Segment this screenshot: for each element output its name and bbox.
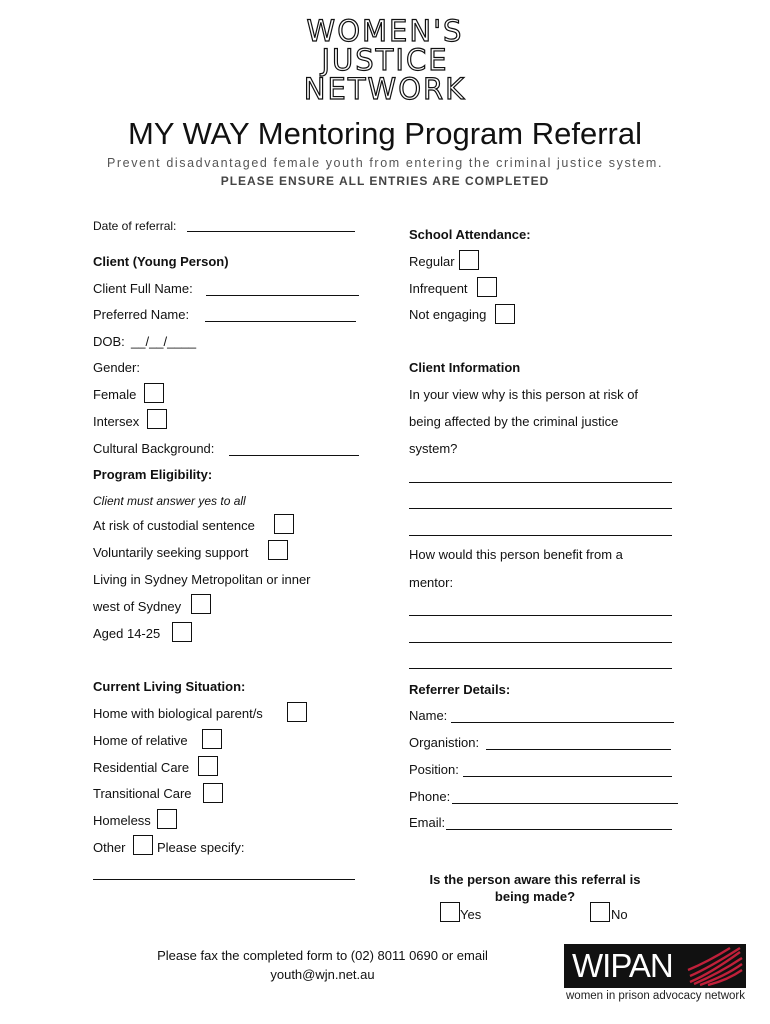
wipan-logo	[564, 944, 746, 988]
eligibility-note: Client must answer yes to all	[93, 494, 246, 508]
living-homeless-checkbox[interactable]	[157, 809, 177, 829]
referrer-name-label: Name:	[409, 708, 448, 723]
school-regular-label: Regular	[409, 254, 455, 269]
please-specify-label: Please specify:	[157, 840, 245, 855]
gender-label: Gender:	[93, 360, 140, 375]
school-not-engaging-label: Not engaging	[409, 307, 487, 322]
benefit-answer-line[interactable]	[409, 668, 672, 669]
referrer-heading: Referrer Details:	[409, 682, 511, 697]
female-label: Female	[93, 387, 137, 402]
aware-yes-checkbox[interactable]	[440, 902, 460, 922]
instructions: PLEASE ENSURE ALL ENTRIES ARE COMPLETED	[220, 174, 550, 188]
risk-answer-line[interactable]	[409, 508, 672, 509]
referrer-position-label: Position:	[409, 762, 459, 777]
school-attendance-heading: School Attendance:	[409, 227, 531, 242]
full-name-label: Client Full Name:	[93, 281, 193, 296]
referrer-position-field[interactable]	[463, 776, 672, 777]
wipan-swirl-icon	[686, 946, 744, 986]
intersex-label: Intersex	[93, 414, 140, 429]
aware-no-label: No	[611, 907, 628, 922]
logo-line-2: JUSTICE	[321, 43, 449, 77]
referrer-org-label: Organistion:	[409, 735, 480, 750]
client-heading: Client (Young Person)	[93, 254, 229, 269]
dob-label: DOB:	[93, 334, 125, 349]
risk-question-line-3: system?	[409, 441, 458, 456]
living-situation-heading: Current Living Situation:	[93, 679, 246, 694]
eligibility-age-label: Aged 14-25	[93, 626, 161, 641]
cultural-background-field[interactable]	[229, 455, 359, 456]
eligibility-custodial-label: At risk of custodial sentence	[93, 518, 255, 533]
living-residential-label: Residential Care	[93, 760, 190, 775]
preferred-name-field[interactable]	[205, 321, 356, 322]
benefit-answer-line[interactable]	[409, 615, 672, 616]
dob-field[interactable]: __/__/____	[131, 334, 197, 349]
subtitle: Prevent disadvantaged female youth from entering the criminal justice system.	[106, 156, 664, 170]
school-not-engaging-checkbox[interactable]	[495, 304, 515, 324]
eligibility-heading: Program Eligibility:	[93, 467, 213, 482]
wipan-tagline: women in prison advocacy network	[566, 990, 745, 1002]
benefit-answer-line[interactable]	[409, 642, 672, 643]
date-of-referral-field[interactable]	[187, 231, 355, 232]
living-transitional-label: Transitional Care	[93, 786, 192, 801]
date-of-referral-label: Date of referral:	[93, 219, 177, 233]
page-title: MY WAY Mentoring Program Referral	[128, 116, 642, 151]
living-other-label: Other	[93, 840, 126, 855]
eligibility-age-checkbox[interactable]	[172, 622, 192, 642]
living-other-checkbox[interactable]	[133, 835, 153, 855]
footer-instructions	[120, 946, 525, 984]
living-relative-checkbox[interactable]	[202, 729, 222, 749]
living-residential-checkbox[interactable]	[198, 756, 218, 776]
living-parents-checkbox[interactable]	[287, 702, 307, 722]
benefit-question-line-1: How would this person benefit from a	[409, 547, 623, 562]
referrer-org-field[interactable]	[486, 749, 671, 750]
female-checkbox[interactable]	[144, 383, 164, 403]
full-name-field[interactable]	[206, 295, 359, 296]
client-info-heading: Client Information	[409, 360, 521, 375]
logo-line-1: WOMEN'S	[306, 14, 464, 48]
living-homeless-label: Homeless	[93, 813, 151, 828]
eligibility-custodial-checkbox[interactable]	[274, 514, 294, 534]
school-infrequent-checkbox[interactable]	[477, 277, 497, 297]
living-parents-label: Home with biological parent/s	[93, 706, 263, 721]
aware-no-checkbox[interactable]	[590, 902, 610, 922]
eligibility-voluntary-label: Voluntarily seeking support	[93, 545, 249, 560]
aware-question-line-2: being made?	[494, 889, 576, 904]
cultural-background-label: Cultural Background:	[93, 441, 215, 456]
referrer-phone-field[interactable]	[452, 803, 678, 804]
school-infrequent-label: Infrequent	[409, 281, 468, 296]
risk-answer-line[interactable]	[409, 535, 672, 536]
footer-line-1: Please fax the completed form to (02) 8011 0690 or email	[157, 948, 488, 963]
school-regular-checkbox[interactable]	[459, 250, 479, 270]
intersex-checkbox[interactable]	[147, 409, 167, 429]
eligibility-voluntary-checkbox[interactable]	[268, 540, 288, 560]
referrer-email-field[interactable]	[446, 829, 672, 830]
preferred-name-label: Preferred Name:	[93, 307, 190, 322]
referrer-name-field[interactable]	[451, 722, 674, 723]
referrer-email-label: Email:	[409, 815, 446, 830]
risk-question-line-2: being affected by the criminal justice	[409, 414, 619, 429]
eligibility-sydney-label-2: west of Sydney	[93, 599, 182, 614]
living-transitional-checkbox[interactable]	[203, 783, 223, 803]
risk-question-line-1: In your view why is this person at risk of	[409, 387, 639, 402]
other-specify-field[interactable]	[93, 879, 355, 880]
eligibility-sydney-label-1: Living in Sydney Metropolitan or inner	[93, 572, 311, 587]
wipan-logo-text: WIPAN	[572, 947, 673, 984]
logo-line-3: NETWORK	[303, 72, 467, 106]
risk-answer-line[interactable]	[409, 482, 672, 483]
referrer-phone-label: Phone:	[409, 789, 451, 804]
benefit-question-line-2: mentor:	[409, 575, 454, 590]
aware-yes-label: Yes	[460, 907, 482, 922]
aware-question-line-1: Is the person aware this referral is	[429, 872, 641, 887]
eligibility-sydney-checkbox[interactable]	[191, 594, 211, 614]
living-relative-label: Home of relative	[93, 733, 188, 748]
footer-email[interactable]: youth@wjn.net.au	[270, 967, 375, 982]
